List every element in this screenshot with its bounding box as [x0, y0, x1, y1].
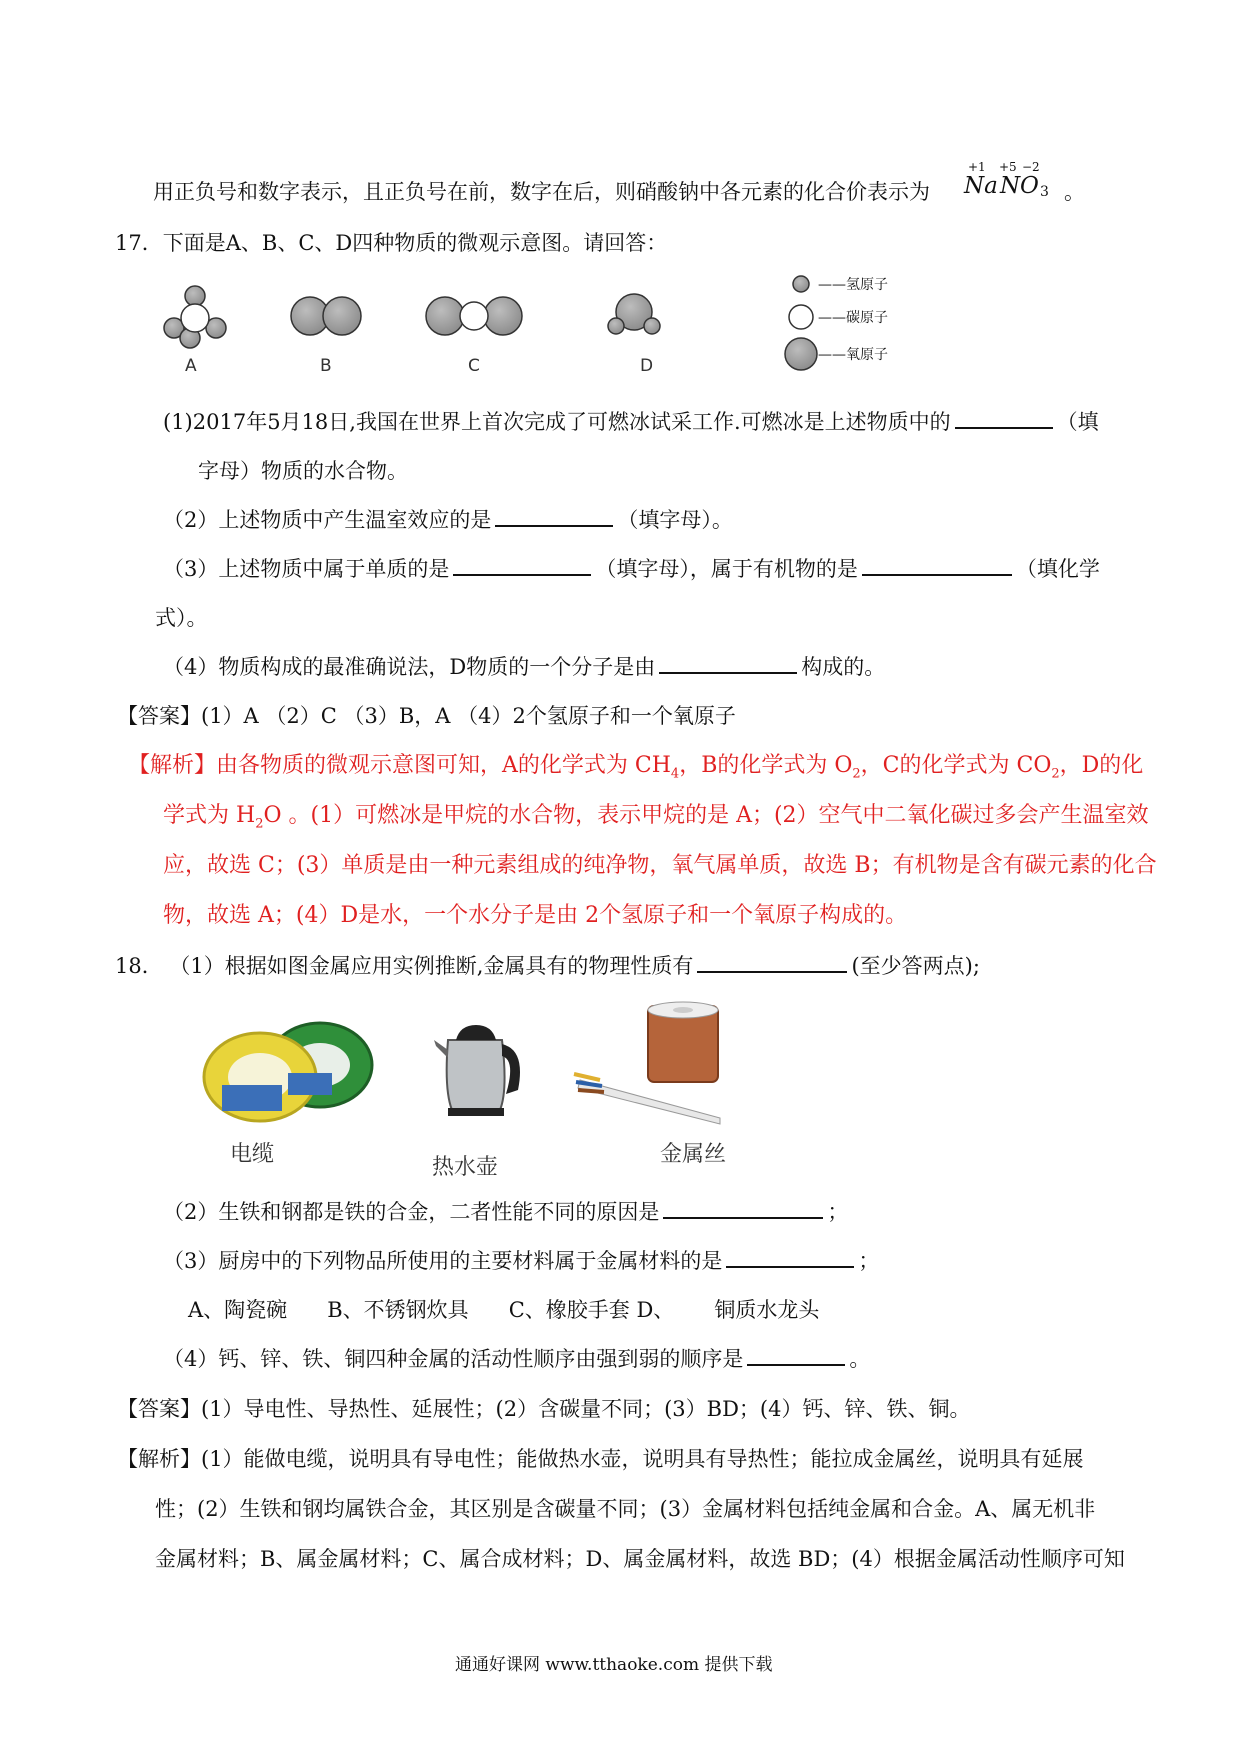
valence-line: 用正负号和数字表示，且正负号在前，数字在后，则硝酸钠中各元素的化合价表示为: [153, 180, 930, 204]
molecule-d: [608, 294, 660, 334]
q17-part1: (1)2017年5月18日,我国在世界上首次完成了可燃冰试采工作.可燃冰是上述物质中的 （填: [163, 410, 1099, 434]
q17-blank-3a[interactable]: [453, 573, 591, 576]
legend-hydrogen-atom: [793, 276, 809, 292]
q17-blank-4[interactable]: [659, 671, 797, 674]
legend-hydrogen: ——氢原子: [818, 277, 888, 293]
diagram-label-a: A: [185, 356, 197, 376]
cable-coils-image: [200, 1015, 380, 1125]
molecule-diagram: [160, 268, 920, 383]
legend-oxygen-atom: [785, 338, 817, 370]
q17-part3: （3）上述物质中属于单质的是 （填字母），属于有机物的是 （填化学: [163, 557, 1100, 581]
molecule-a: [164, 286, 226, 348]
q18-analysis-2: 性；(2）生铁和钢均属铁合金，其区别是含碳量不同；(3）金属材料包括纯金属和合金。A、属无机非: [155, 1497, 1096, 1521]
q17-answer: 【答案】(1）A （2）C （3）B，A （4）2个氢原子和一个氧原子: [117, 704, 736, 728]
q18-part1: 18． （1）根据如图金属应用实例推断,金属具有的物理性质有 (至少答两点);: [115, 954, 980, 978]
q17-part1-cont: 字母）物质的水合物。: [198, 459, 408, 483]
q18-blank-4[interactable]: [747, 1363, 845, 1366]
nano3-formula: +1 +5 −2 Na N O 3 。: [964, 160, 1085, 204]
q17-blank-2[interactable]: [495, 524, 613, 527]
image-label-kettle: 热水壶: [432, 1155, 499, 1180]
q18-blank-3[interactable]: [726, 1265, 854, 1268]
legend-carbon: ——碳原子: [818, 310, 888, 326]
q18-blank-1[interactable]: [697, 970, 847, 973]
image-label-wire: 金属丝: [660, 1142, 727, 1167]
q18-options: A、陶瓷碗 B、不锈钢炊具 C、橡胶手套 D、 铜质水龙头: [188, 1298, 820, 1322]
q18-blank-2[interactable]: [663, 1216, 823, 1219]
q18-part2: （2）生铁和钢都是铁的合金，二者性能不同的原因是 ；: [163, 1200, 849, 1224]
molecule-b: [291, 297, 361, 335]
diagram-label-b: B: [320, 356, 332, 376]
kettle-image: [430, 1010, 530, 1120]
molecule-c: [426, 297, 522, 335]
q18-part4: （4）钙、锌、铁、铜四种金属的活动性顺序由强到弱的顺序是 。: [163, 1347, 871, 1371]
q18-analysis-3: 金属材料；B、属金属材料；C、属合成材料；D、属金属材料，故选 BD；(4）根据金属活动性顺序可知: [155, 1547, 1125, 1571]
legend-oxygen: ——氧原子: [818, 347, 888, 363]
legend-carbon-atom: [789, 305, 813, 329]
q17-blank-3b[interactable]: [862, 573, 1012, 576]
q17-title: 17．下面是A、B、C、D四种物质的微观示意图。请回答：: [115, 231, 668, 255]
diagram-label-c: C: [468, 356, 480, 376]
q18-part3: （3）厨房中的下列物品所使用的主要材料属于金属材料的是 ；: [163, 1249, 880, 1273]
q18-answer: 【答案】(1）导电性、导热性、延展性；(2）含碳量不同；(3）BD；(4）钙、锌、铁、铜。: [117, 1397, 971, 1421]
q18-analysis-1: 【解析】(1）能做电缆，说明具有导电性；能做热水壶，说明具有导热性；能拉成金属丝，说明具有延展: [117, 1447, 1084, 1471]
wire-image: [570, 1000, 740, 1125]
q17-part3-cont: 式）。: [155, 606, 208, 630]
q17-part2: （2）上述物质中产生温室效应的是 （填字母）。: [163, 508, 733, 532]
q17-blank-1[interactable]: [955, 426, 1053, 429]
diagram-label-d: D: [640, 356, 654, 376]
page-footer: 通通好课网 www.tthaoke.com 提供下载: [455, 1655, 773, 1675]
q17-part4: （4）物质构成的最准确说法，D物质的一个分子是由 构成的。: [163, 655, 886, 679]
image-label-cable: 电缆: [230, 1142, 275, 1167]
